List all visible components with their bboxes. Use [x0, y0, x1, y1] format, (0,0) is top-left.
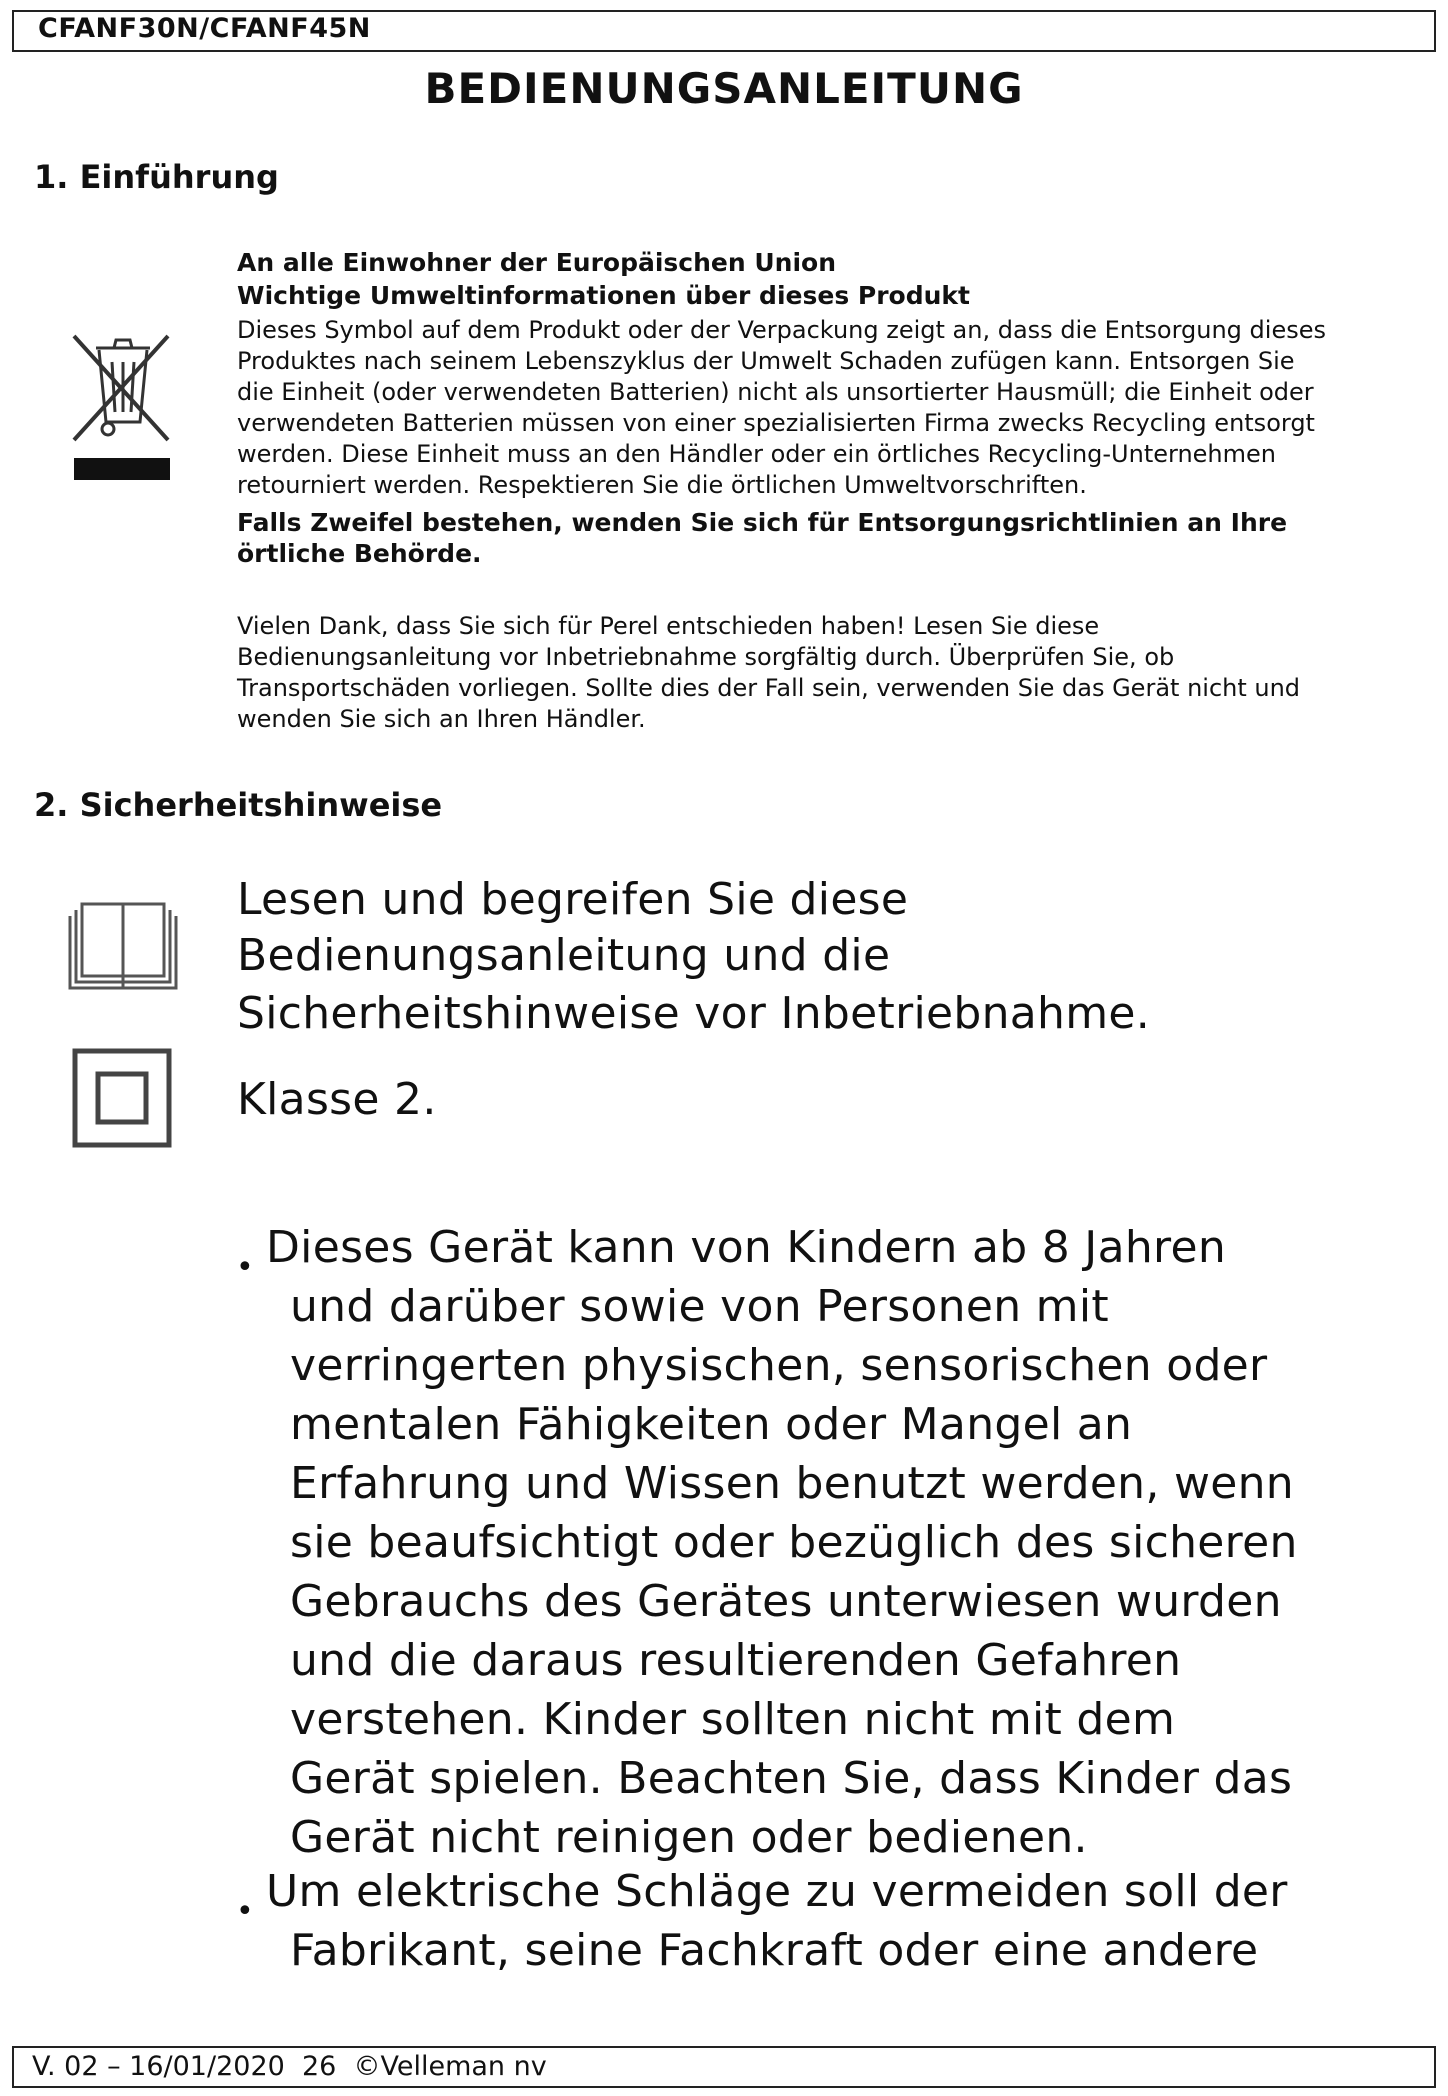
weee-crossed-bin-icon [68, 328, 176, 488]
bullet-text-line: mentalen Fähigkeiten oder Mangel an [290, 1399, 1133, 1450]
intro-text-line: Produktes nach seinem Lebenszyklus der Umwelt Schaden zufügen kann. Entsorgen Sie [237, 347, 1295, 375]
intro-heading-eu: An alle Einwohner der Europäischen Union [237, 248, 837, 277]
model-number: CFANF30N/CFANF45N [38, 13, 371, 44]
class-2-text: Klasse 2. [237, 1074, 437, 1125]
bullet-text-line: Gerät spielen. Beachten Sie, dass Kinder das [290, 1753, 1293, 1804]
bullet-text-line: Gerät nicht reinigen oder bedienen. [290, 1812, 1088, 1863]
read-manual-text-line: Lesen und begreifen Sie diese [237, 874, 909, 925]
intro-text-line: werden. Diese Einheit muss an den Händler oder ein örtliches Recycling-Unternehmen [237, 440, 1276, 468]
intro-heading-environment: Wichtige Umweltinformationen über dieses Produkt [237, 281, 970, 310]
read-manual-text-line: Bedienungsanleitung und die [237, 930, 891, 981]
intro-text-line: Dieses Symbol auf dem Produkt oder der Verpackung zeigt an, dass die Entsorgung dieses [237, 316, 1326, 344]
intro-doubt-line: Falls Zweifel bestehen, wenden Sie sich für Entsorgungsrichtlinien an Ihre [237, 508, 1288, 537]
bullet-dot: • [236, 1894, 254, 1929]
thanks-text-line: Vielen Dank, dass Sie sich für Perel entschieden haben! Lesen Sie diese [237, 612, 1100, 640]
class-2-double-square-icon [72, 1048, 172, 1148]
intro-text-line: verwendeten Batterien müssen von einer spezialisierten Firma zwecks Recycling entsorgt [237, 409, 1315, 437]
section-heading-safety: 2. Sicherheitshinweise [34, 786, 443, 824]
bullet-text-line: und darüber sowie von Personen mit [290, 1281, 1109, 1332]
bullet-text-line: Gebrauchs des Gerätes unterwiesen wurden [290, 1576, 1282, 1627]
thanks-text-line: Transportschäden vorliegen. Sollte dies der Fall sein, verwenden Sie das Gerät nicht und [237, 674, 1301, 702]
read-manual-book-icon [66, 900, 180, 996]
bullet-text-line: verringerten physischen, sensorischen oder [290, 1340, 1268, 1391]
bullet-text-line: Erfahrung und Wissen benutzt werden, wenn [290, 1458, 1294, 1509]
bullet-text-line: Um elektrische Schläge zu vermeiden soll der [266, 1866, 1288, 1917]
intro-text-line: retourniert werden. Respektieren Sie die örtlichen Umweltvorschriften. [237, 471, 1087, 499]
bullet-text-line: verstehen. Kinder sollten nicht mit dem [290, 1694, 1176, 1745]
section-heading-introduction: 1. Einführung [34, 158, 279, 196]
intro-text-line: die Einheit (oder verwendeten Batterien) nicht als unsortierter Hausmüll; die Einheit oder [237, 378, 1314, 406]
bullet-text-line: sie beaufsichtigt oder bezüglich des sicheren [290, 1517, 1298, 1568]
intro-doubt-line: örtliche Behörde. [237, 539, 482, 568]
read-manual-text-line: Sicherheitshinweise vor Inbetriebnahme. [237, 988, 1151, 1039]
bullet-text-line: und die daraus resultierenden Gefahren [290, 1635, 1182, 1686]
thanks-text-line: Bedienungsanleitung vor Inbetriebnahme sorgfältig durch. Überprüfen Sie, ob [237, 643, 1175, 671]
bullet-dot: • [236, 1250, 254, 1285]
page-title: BEDIENUNGSANLEITUNG [424, 64, 1024, 113]
thanks-text-line: wenden Sie sich an Ihren Händler. [237, 705, 646, 733]
bullet-text-line: Fabrikant, seine Fachkraft oder eine andere [290, 1925, 1259, 1976]
footer-version-text: V. 02 – 16/01/2020 26 ©Velleman nv [32, 2051, 547, 2082]
bullet-text-line: Dieses Gerät kann von Kindern ab 8 Jahren [266, 1222, 1227, 1273]
